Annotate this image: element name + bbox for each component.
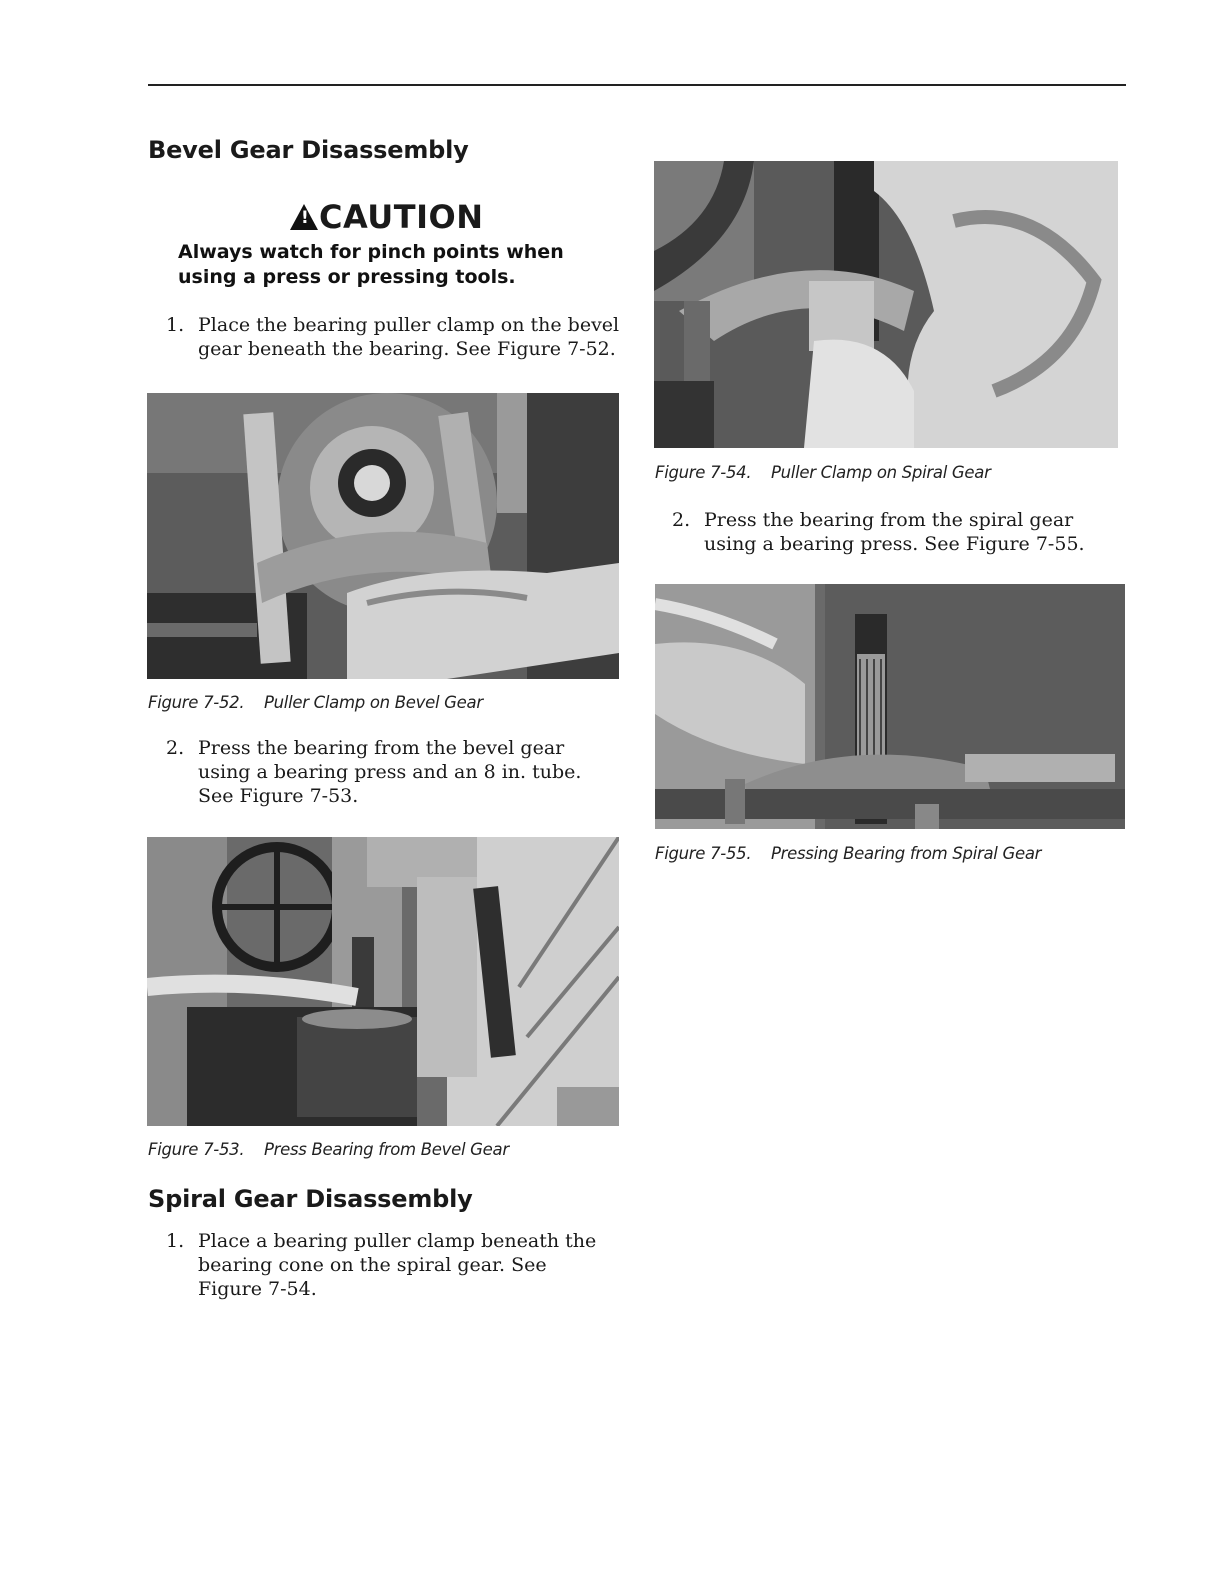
step-line: Figure 7-54. <box>198 1278 317 1300</box>
caution-line: using a press or pressing tools. <box>178 266 516 288</box>
figure-7-55-photo <box>655 584 1125 829</box>
step-number: 1. <box>166 314 185 336</box>
step-line: Place a bearing puller clamp beneath the <box>198 1230 597 1252</box>
spiral-gear-heading: Spiral Gear Disassembly <box>148 1185 473 1213</box>
figure-label: Figure 7-55. <box>655 844 752 863</box>
caution-message <box>178 240 598 290</box>
figure-7-54-caption <box>655 463 991 482</box>
step-line: Press the bearing from the spiral gear <box>704 509 1074 531</box>
step-line: using a bearing press. See Figure 7-55. <box>704 533 1085 555</box>
figure-7-54-photo <box>654 161 1118 448</box>
figure-7-52-caption <box>148 693 483 712</box>
bevel-gear-heading: Bevel Gear Disassembly <box>148 136 469 164</box>
step-line: Press the bearing from the bevel gear <box>198 737 565 759</box>
spiral-step-1 <box>166 1229 626 1303</box>
figure-7-52-photo <box>147 393 619 679</box>
bevel-step-1 <box>166 313 626 363</box>
warning-triangle-icon <box>290 204 318 230</box>
header-rule <box>148 84 1126 86</box>
figure-label: Figure 7-54. <box>655 463 752 482</box>
step-number: 2. <box>166 737 185 759</box>
spiral-step-2 <box>672 508 1132 558</box>
step-line: Place the bearing puller clamp on the bevel <box>198 314 620 336</box>
step-number: 1. <box>166 1230 185 1252</box>
step-line: using a bearing press and an 8 in. tube. <box>198 761 582 783</box>
step-line: gear beneath the bearing. See Figure 7-52. <box>198 338 616 360</box>
figure-title: Puller Clamp on Bevel Gear <box>264 693 483 712</box>
figure-title: Pressing Bearing from Spiral Gear <box>771 844 1042 863</box>
figure-title: Press Bearing from Bevel Gear <box>264 1140 509 1159</box>
step-line: bearing cone on the spiral gear. See <box>198 1254 547 1276</box>
figure-7-55-caption <box>655 844 1041 863</box>
bevel-step-2 <box>166 736 626 810</box>
caution-title <box>290 198 483 236</box>
step-number: 2. <box>672 509 691 531</box>
figure-7-53-photo <box>147 837 619 1126</box>
caution-label: CAUTION <box>319 198 484 236</box>
caution-line: Always watch for pinch points when <box>178 241 564 263</box>
figure-label: Figure 7-52. <box>148 693 245 712</box>
figure-label: Figure 7-53. <box>148 1140 245 1159</box>
step-line: See Figure 7-53. <box>198 785 359 807</box>
figure-title: Puller Clamp on Spiral Gear <box>771 463 991 482</box>
figure-7-53-caption <box>148 1140 509 1159</box>
